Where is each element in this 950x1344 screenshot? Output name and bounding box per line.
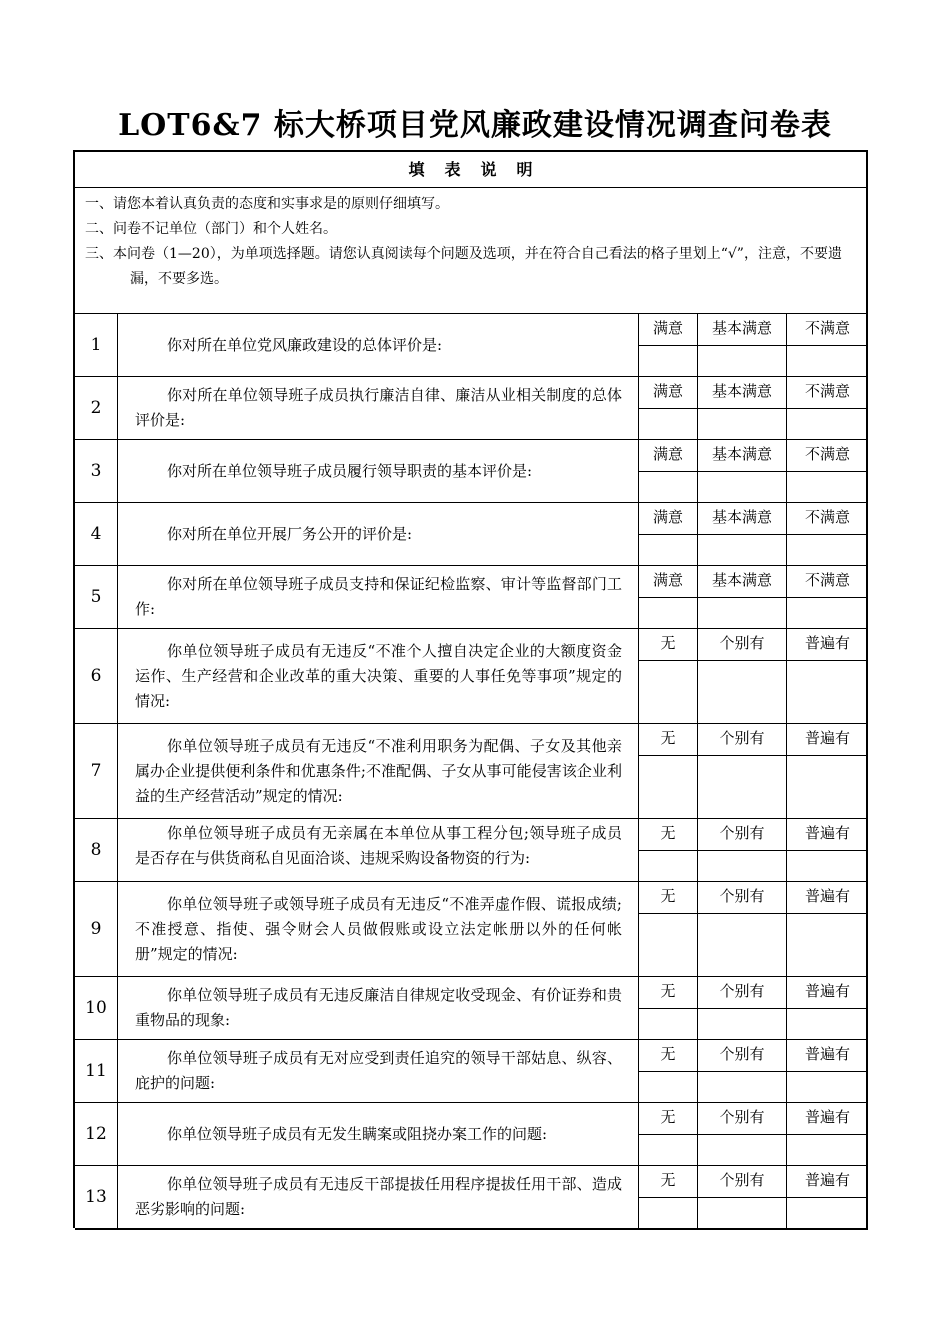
answer-cell[interactable]: [698, 346, 787, 376]
answer-cell[interactable]: [698, 598, 787, 628]
option-label: 基本满意: [698, 314, 787, 345]
option-label: 无: [639, 724, 698, 755]
question-text-content: 你单位领导班子成员有无对应受到责任追究的领导干部姑息、纵容、庇护的问题:: [135, 1049, 622, 1092]
question-number: 12: [75, 1103, 118, 1165]
option-label: 不满意: [804, 445, 850, 463]
answer-cell[interactable]: [787, 1135, 868, 1165]
answer-cell[interactable]: [698, 661, 787, 723]
instruction-line: 二、问卷不记单位（部门）和个人姓名。: [85, 221, 337, 237]
question-text: [117, 977, 639, 1039]
question-text: [117, 724, 639, 818]
option-header: [639, 977, 868, 1009]
option-label: 无: [639, 1103, 698, 1134]
question-text: [117, 566, 639, 628]
option-label: 基本满意: [698, 440, 787, 471]
answer-cell[interactable]: [639, 1135, 698, 1165]
answer-cell[interactable]: [787, 472, 868, 502]
option-label: 无: [639, 1040, 698, 1071]
option-label: 满意: [639, 377, 698, 408]
instructions-body: [75, 188, 866, 314]
question-row: [75, 503, 868, 566]
question-number: 9: [75, 882, 118, 976]
option-label: 满意: [639, 440, 698, 471]
option-label: 满意: [639, 314, 698, 345]
answer-cell[interactable]: [639, 661, 698, 723]
option-label: 不满意: [804, 508, 850, 526]
option-header: [639, 1103, 868, 1135]
question-row: [75, 1040, 868, 1103]
question-row: [75, 977, 868, 1040]
option-header: [639, 1166, 868, 1198]
option-header: [639, 314, 868, 346]
option-header: [639, 629, 868, 661]
option-label: 普遍有: [804, 634, 850, 652]
option-label: 普遍有: [804, 824, 850, 842]
question-row: [75, 629, 868, 724]
option-label: 个别有: [698, 819, 787, 850]
option-label: 普遍有: [804, 982, 850, 1000]
page-title: LOT6&7 标大桥项目党风廉政建设情况调查问卷表: [118, 108, 832, 143]
question-text-content: 你对所在单位领导班子成员履行领导职责的基本评价是:: [167, 461, 533, 480]
answer-cell[interactable]: [698, 472, 787, 502]
option-header: [639, 882, 868, 914]
instruction-line: 三、本问卷（1—20），为单项选择题。请您认真阅读每个问题及选项，并在符合自己看法的格子里划上“√”，注意，不要遗漏，不要多选。: [85, 246, 842, 287]
option-label: 普遍有: [804, 887, 850, 905]
question-number: 4: [75, 503, 118, 565]
answer-cell[interactable]: [787, 1009, 868, 1039]
answer-cell[interactable]: [639, 914, 698, 976]
question-row: [75, 819, 868, 882]
option-label: 个别有: [698, 1103, 787, 1134]
option-label: 个别有: [698, 1166, 787, 1197]
question-text: [117, 503, 639, 565]
option-label: 基本满意: [698, 377, 787, 408]
answer-cell[interactable]: [787, 914, 868, 976]
question-text: [117, 882, 639, 976]
option-label: 普遍有: [804, 1045, 850, 1063]
answer-cell[interactable]: [698, 1072, 787, 1102]
answer-cell[interactable]: [698, 1198, 787, 1228]
answer-cell[interactable]: [639, 851, 698, 881]
option-label: 无: [639, 819, 698, 850]
answer-cell[interactable]: [787, 661, 868, 723]
answer-cell[interactable]: [698, 1009, 787, 1039]
option-label: 个别有: [698, 882, 787, 913]
question-text: [117, 1166, 639, 1228]
answer-cell[interactable]: [639, 1009, 698, 1039]
option-label: 不满意: [804, 319, 850, 337]
answer-cell[interactable]: [787, 1198, 868, 1228]
question-text-content: 你对所在单位领导班子成员支持和保证纪检监察、审计等监督部门工作:: [135, 575, 622, 618]
question-number: 6: [75, 629, 118, 723]
instructions-heading: 填表说明: [75, 152, 866, 188]
option-label: 个别有: [698, 629, 787, 660]
answer-cell[interactable]: [639, 1072, 698, 1102]
option-label: 普遍有: [804, 1171, 850, 1189]
question-number: 3: [75, 440, 118, 502]
question-number: 11: [75, 1040, 118, 1102]
answer-cell[interactable]: [698, 914, 787, 976]
question-text-content: 你单位领导班子成员有无违反干部提拔任用程序提拔任用干部、造成恶劣影响的问题:: [135, 1175, 622, 1218]
question-text: [117, 1103, 639, 1165]
question-text-content: 你对所在单位领导班子成员执行廉洁自律、廉洁从业相关制度的总体评价是:: [135, 386, 622, 429]
answer-cell[interactable]: [639, 346, 698, 376]
option-label: 个别有: [698, 1040, 787, 1071]
question-row: [75, 882, 868, 977]
answer-cell[interactable]: [787, 535, 868, 565]
question-row: [75, 314, 868, 377]
question-text-content: 你对所在单位开展厂务公开的评价是:: [167, 524, 413, 543]
option-label: 不满意: [804, 571, 850, 589]
question-text: [117, 819, 639, 881]
instruction-line: 一、请您本着认真负责的态度和实事求是的原则仔细填写。: [85, 196, 449, 212]
question-row: [75, 1103, 868, 1166]
option-header: [639, 819, 868, 851]
option-header: [639, 566, 868, 598]
answer-cell[interactable]: [639, 472, 698, 502]
option-label: 不满意: [804, 382, 850, 400]
question-text: [117, 629, 639, 723]
question-row: [75, 724, 868, 819]
option-label: 基本满意: [698, 566, 787, 597]
answer-cell[interactable]: [698, 851, 787, 881]
question-row: [75, 377, 868, 440]
option-label: 满意: [639, 566, 698, 597]
answer-cell[interactable]: [639, 409, 698, 439]
answer-cell[interactable]: [639, 1198, 698, 1228]
question-number: 10: [75, 977, 118, 1039]
answer-cell[interactable]: [787, 346, 868, 376]
answer-cell[interactable]: [639, 598, 698, 628]
option-label: 普遍有: [804, 729, 850, 747]
question-number: 7: [75, 724, 118, 818]
question-row: [75, 440, 868, 503]
question-number: 5: [75, 566, 118, 628]
option-label: 无: [639, 882, 698, 913]
answer-cell[interactable]: [698, 535, 787, 565]
question-text: [117, 314, 639, 376]
question-number: 1: [75, 314, 118, 376]
option-header: [639, 377, 868, 409]
question-text-content: 你单位领导班子成员有无发生瞒案或阻挠办案工作的问题:: [167, 1124, 548, 1143]
question-text: [117, 1040, 639, 1102]
option-header: [639, 503, 868, 535]
question-row: [75, 566, 868, 629]
option-label: 无: [639, 977, 698, 1008]
answer-cell[interactable]: [787, 756, 868, 818]
option-label: 无: [639, 1166, 698, 1197]
question-text-content: 你对所在单位党风廉政建设的总体评价是:: [167, 335, 443, 354]
answer-cell[interactable]: [787, 1072, 868, 1102]
option-header: [639, 724, 868, 756]
answer-cell[interactable]: [639, 535, 698, 565]
question-text-content: 你单位领导班子成员有无违反“不准利用职务为配偶、子女及其他亲属办企业提供便利条件和优惠条件;不准配偶、子女从事可能侵害该企业利益的生产经营活动”规定的情况:: [135, 736, 622, 805]
question-text: [117, 440, 639, 502]
option-header: [639, 440, 868, 472]
question-row: [75, 1166, 868, 1230]
answer-cell[interactable]: [787, 409, 868, 439]
option-label: 基本满意: [698, 503, 787, 534]
question-number: 8: [75, 819, 118, 881]
question-number: 2: [75, 377, 118, 439]
option-label: 个别有: [698, 977, 787, 1008]
question-text-content: 你单位领导班子成员有无违反廉洁自律规定收受现金、有价证券和贵重物品的现象:: [135, 986, 622, 1029]
question-text-content: 你单位领导班子成员有无亲属在本单位从事工程分包;领导班子成员是否存在与供货商私自见面洽谈、违规采购设备物资的行为:: [135, 824, 622, 867]
question-text-content: 你单位领导班子成员有无违反“不准个人擅自决定企业的大额度资金运作、生产经营和企业改革的重大决策、重要的人事任免等事项”规定的情况:: [135, 641, 622, 710]
answer-cell[interactable]: [698, 409, 787, 439]
answer-cell[interactable]: [787, 598, 868, 628]
answer-cell[interactable]: [639, 756, 698, 818]
answer-cell[interactable]: [787, 851, 868, 881]
question-text: [117, 377, 639, 439]
question-text-content: 你单位领导班子或领导班子成员有无违反“不准弄虚作假、谎报成绩;不准授意、指使、强令财会人员做假账或设立法定帐册以外的任何帐册”规定的情况:: [135, 894, 622, 963]
option-label: 普遍有: [804, 1108, 850, 1126]
answer-cell[interactable]: [698, 756, 787, 818]
question-number: 13: [75, 1166, 118, 1228]
option-label: 个别有: [698, 724, 787, 755]
option-label: 满意: [639, 503, 698, 534]
option-header: [639, 1040, 868, 1072]
questionnaire-table: [73, 150, 868, 1228]
option-label: 无: [639, 629, 698, 660]
answer-cell[interactable]: [698, 1135, 787, 1165]
